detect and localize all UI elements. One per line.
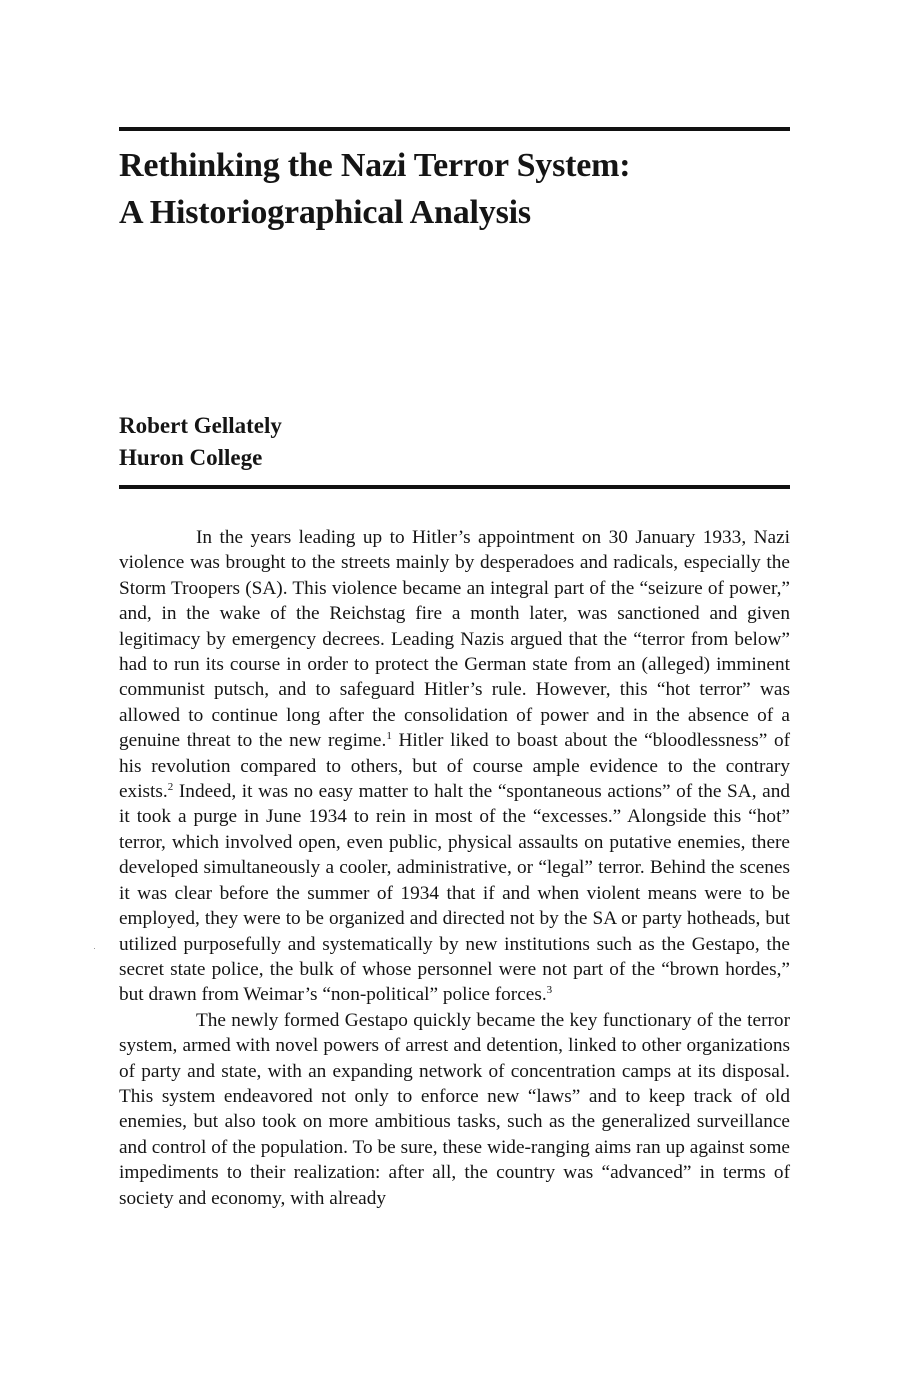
author-affiliation: Huron College bbox=[119, 445, 263, 470]
title-line-1: Rethinking the Nazi Terror System: bbox=[119, 147, 631, 184]
footnote-marker: 3 bbox=[546, 984, 553, 997]
paragraph-2 bbox=[119, 1008, 790, 1211]
footnote-marker: 1 bbox=[386, 730, 392, 743]
paragraph-text: Indeed, it was no easy matter to halt the “spontaneous actions” of the SA, and it took a purge in June 1934 to rein in most of the “excesses.” Alongside this “hot” terror, which involved open, even public, physical assaults on putative enemies, there developed simultaneously a cooler, administrative, or “legal” terror. Behind the scenes it was clear before the summer of 1934 that if and when violent means were to be employed, they were to be organized and directed not by the SA or party hotheads, but utilized purposefully and systematically by new institutions such as the Gestapo, the secret state police, the bulk of whose personnel were not part of the “brown hordes,” but drawn from Weimar’s “non-political” police forces. bbox=[119, 781, 790, 1006]
author-block bbox=[119, 410, 282, 474]
paragraph-1 bbox=[119, 525, 790, 1008]
title-line-2: A Historiographical Analysis bbox=[119, 194, 531, 231]
scan-speck bbox=[94, 948, 95, 949]
paragraph-text: The newly formed Gestapo quickly became the key functionary of the terror system, armed with novel powers of arrest and detention, linked to other organizations of party and state, with an expanding network of concentration camps at its disposal. This system endeavored not only to enforce new “laws” and to keep track of old enemies, but also took on more ambitious tasks, such as the generalized surveillance and control of the population. To be sure, these wide-ranging aims ran up against some impediments to their realization: after all, the country was “advanced” in terms of society and economy, with already bbox=[119, 1009, 790, 1209]
author-name: Robert Gellately bbox=[119, 413, 282, 438]
top-rule bbox=[119, 127, 790, 131]
article-body bbox=[119, 525, 790, 1211]
paragraph-text: In the years leading up to Hitler’s appointment on 30 January 1933, Nazi violence was brought to the streets mainly by desperadoes and radicals, especially the Storm Troopers (SA). This violence became an integral part of the “seizure of power,” and, in the wake of the Reichstag fire a month later, was sanctioned and given legitimacy by emergency decrees. Leading Nazis argued that the “terror from below” had to run its course in order to protect the German state from an (alleged) imminent communist putsch, and to safeguard Hitler’s rule. However, this “hot terror” was allowed to continue long after the consolidation of power and in the absence of a genuine threat to the new regime. bbox=[119, 527, 790, 752]
header-divider-rule bbox=[119, 485, 790, 489]
paragraph-text: Hitler liked to boast about the “bloodlessness” of his revolution compared to others, but of course ample evidence to the contrary exists. bbox=[119, 730, 791, 803]
footnote-marker: 2 bbox=[167, 781, 174, 794]
article-title bbox=[119, 142, 799, 236]
